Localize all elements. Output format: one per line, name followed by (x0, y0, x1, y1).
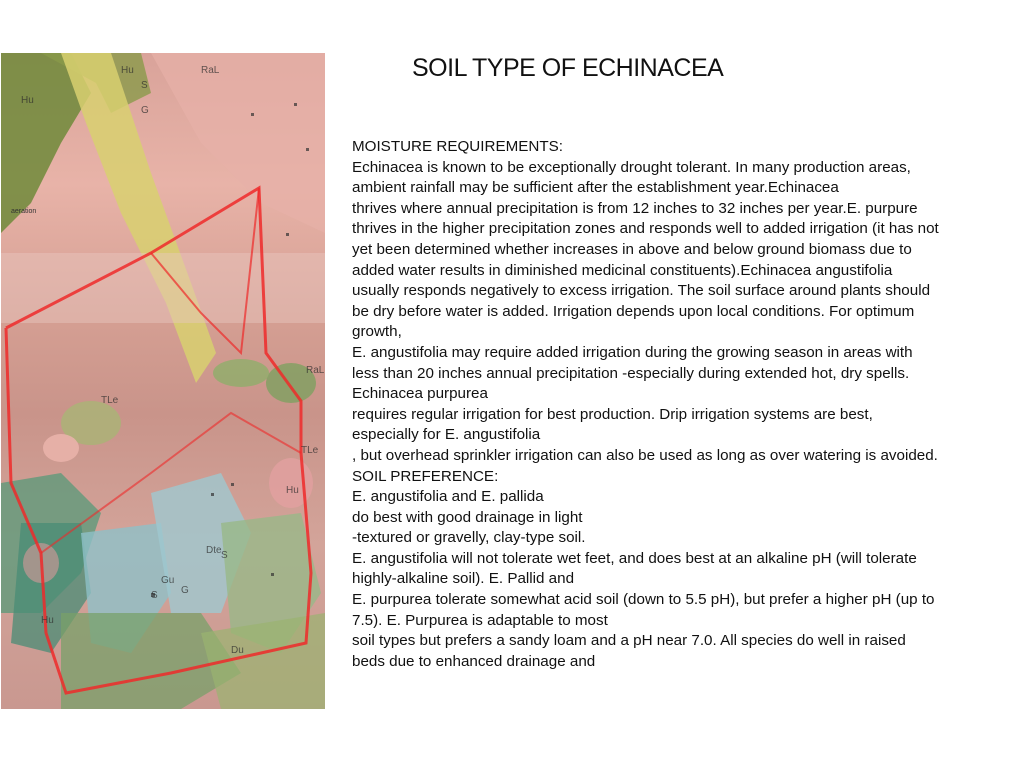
map-caption: aeration (11, 208, 37, 215)
body-line: Echinacea is known to be exceptionally drought tolerant. In many production areas, (352, 158, 911, 176)
map-zone-label: S (141, 80, 148, 91)
map-zone-label: G (181, 585, 189, 596)
body-line: soil types but prefers a sandy loam and a pH near 7.0. All species do well in raised (352, 632, 906, 650)
map-zone-label: TLe (101, 395, 119, 406)
body-line: less than 20 inches annual precipitation -especially during extended hot, dry spells. (352, 364, 910, 382)
body-line: highly-alkaline soil). E. Pallid and (352, 570, 575, 588)
map-zone-label: Dte (206, 545, 222, 556)
body-line: especially for E. angustifolia (352, 426, 541, 444)
body-line: Echinacea purpurea (352, 385, 488, 403)
map-zone-label: S (151, 590, 158, 601)
soil-map-image (1, 53, 325, 709)
body-line: do best with good drainage in light (352, 508, 583, 526)
body-line: yet been determined whether increases in above and below ground biomass due to (352, 240, 912, 258)
map-zone-label: Hu (121, 65, 134, 76)
map-zone-label: RaL (201, 65, 220, 76)
body-line: growth, (352, 323, 402, 341)
body-line: thrives in the higher precipitation zones and responds well to added irrigation (it has not (352, 220, 939, 238)
body-line: MOISTURE REQUIREMENTS: (352, 138, 563, 155)
body-line: SOIL PREFERENCE: (352, 467, 499, 485)
map-zone-label: S (221, 550, 228, 561)
slide-title: SOIL TYPE OF ECHINACEA (412, 54, 724, 82)
body-line: thrives where annual precipitation is from 12 inches to 32 inches per year.E. purpure (352, 199, 918, 217)
body-line: beds due to enhanced drainage and (352, 652, 596, 670)
body-line: , but overhead sprinkler irrigation can also be used as long as over watering is avoided. (352, 446, 938, 464)
body-line: E. angustifolia may require added irrigation during the growing season in areas with (352, 343, 913, 361)
body-line: ambient rainfall may be sufficient after the establishment year.Echinacea (352, 179, 839, 197)
map-zone-label: G (141, 105, 149, 116)
body-line: -textured or gravelly, clay-type soil. (352, 529, 586, 547)
soil-map-graphic (1, 53, 325, 709)
map-zone-label: TLe (301, 445, 319, 456)
body-line: added water results in diminished medicinal constituents).Echinacea angustifolia (352, 261, 893, 279)
body-line: E. angustifolia will not tolerate wet feet, and does best at an alkaline pH (will tolerate (352, 549, 917, 567)
body-line: E. purpurea tolerate somewhat acid soil (down to 5.5 pH), but prefer a higher pH (up to (352, 591, 935, 609)
body-line: be dry before water is added. Irrigation depends upon local conditions. For optimum (352, 302, 915, 320)
map-zone-label: RaL (306, 365, 325, 376)
map-zone-label: Du (231, 645, 244, 656)
map-zone-label: Hu (41, 615, 54, 626)
body-line: E. angustifolia and E. pallida (352, 488, 544, 506)
map-zone-label: Gu (161, 575, 175, 586)
map-zone-label: Hu (21, 95, 34, 106)
body-line: 7.5). E. Purpurea is adaptable to most (352, 611, 608, 629)
map-zone-label: Hu (286, 485, 299, 496)
body-line: requires regular irrigation for best production. Drip irrigation systems are best, (352, 405, 873, 423)
slide-body-text (352, 137, 1016, 672)
body-line: usually responds negatively to excess irrigation. The soil surface around plants should (352, 282, 931, 300)
